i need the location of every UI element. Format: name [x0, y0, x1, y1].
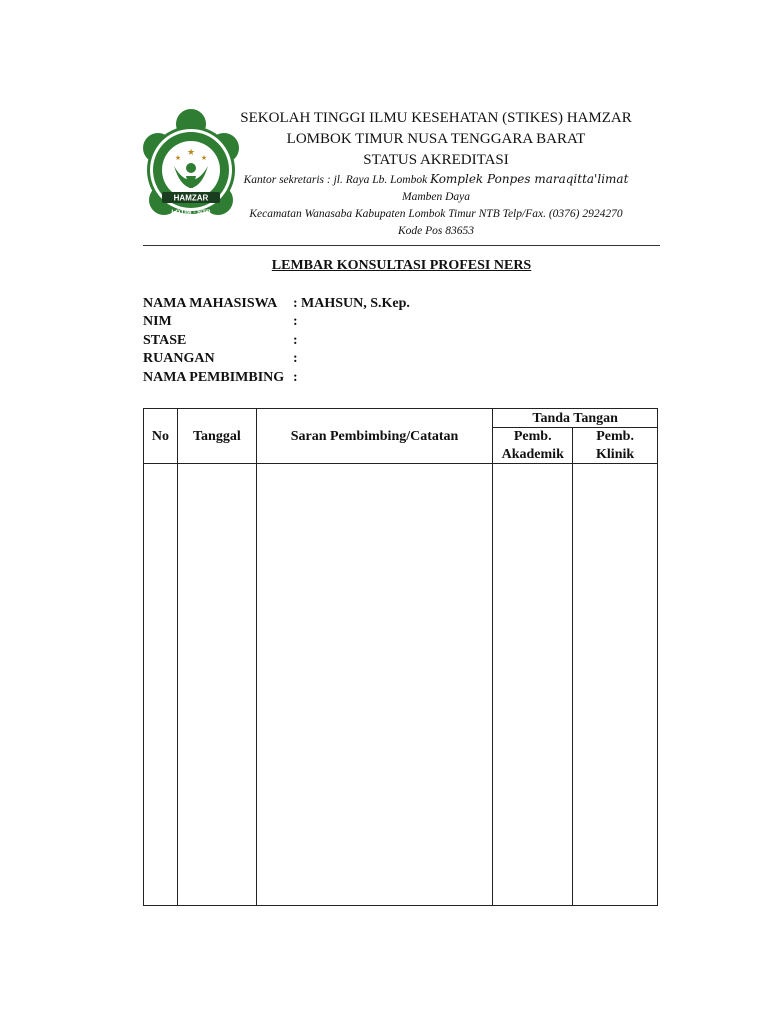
office-prefix: Kantor sekretaris : jl. Raya Lb. Lombok — [243, 174, 431, 186]
col-header-no: No — [144, 409, 178, 464]
svg-text:★: ★ — [200, 154, 208, 162]
cell-ttd-akademik[interactable] — [493, 464, 573, 906]
logo-banner-text: HAMZAR — [173, 193, 209, 203]
info-colon: : — [293, 296, 298, 311]
logo-bottom-text: LOTIM - NTB — [171, 209, 211, 216]
col-header-klinik-line2: Klinik — [573, 446, 658, 464]
info-row-nama-mahasiswa — [143, 295, 410, 313]
info-colon: : — [293, 369, 298, 385]
svg-text:★: ★ — [186, 147, 196, 157]
institution-name: SEKOLAH TINGGI ILMU KESEHATAN (STIKES) HAMZAR — [240, 110, 632, 126]
office-address — [236, 171, 636, 189]
info-row-stase — [143, 332, 410, 350]
col-header-klinik-line1: Pemb. — [573, 428, 658, 446]
cell-ttd-klinik[interactable] — [573, 464, 658, 906]
info-colon: : — [293, 314, 298, 330]
info-value: MAHSUN, S.Kep. — [301, 296, 410, 311]
col-header-tanda-tangan: Tanda Tangan — [493, 409, 658, 428]
info-row-nim — [143, 313, 410, 331]
col-header-akademik-line2: Akademik — [493, 446, 573, 464]
institution-region: LOMBOK TIMUR NUSA TENGGARA BARAT — [286, 131, 586, 147]
student-info — [143, 295, 410, 387]
info-label: NIM — [143, 314, 172, 330]
letterhead — [236, 108, 636, 240]
info-label: NAMA PEMBIMBING — [143, 369, 285, 385]
letterhead-divider — [143, 245, 660, 246]
info-colon: : — [293, 332, 298, 348]
cell-no[interactable] — [144, 464, 178, 906]
col-header-akademik-line1: Pemb. — [493, 428, 573, 446]
info-label: NAMA MAHASISWA — [143, 296, 278, 311]
office-line2: Mamben Daya — [401, 191, 471, 203]
info-colon: : — [293, 351, 298, 367]
accreditation-status: STATUS AKREDITASI — [363, 152, 509, 168]
svg-text:★: ★ — [174, 154, 182, 162]
info-row-ruangan — [143, 350, 410, 368]
address-line: Kecamatan Wanasaba Kabupaten Lombok Timur NTB Telp/Fax. (0376) 2924270 — [249, 208, 623, 220]
col-header-tanggal: Tanggal — [177, 409, 256, 464]
info-label: RUANGAN — [143, 351, 215, 367]
office-handwritten: Komplek Ponpes maraqitta'limat — [430, 172, 629, 186]
cell-tanggal[interactable] — [177, 464, 256, 906]
info-row-nama-pembimbing — [143, 369, 410, 387]
table-row — [144, 464, 658, 906]
info-label: STASE — [143, 332, 187, 348]
cell-saran[interactable] — [256, 464, 493, 906]
col-header-saran: Saran Pembimbing/Catatan — [256, 409, 493, 464]
document-title: LEMBAR KONSULTASI PROFESI NERS — [271, 258, 532, 273]
stikes-hamzar-logo — [140, 108, 242, 234]
consultation-table — [143, 408, 658, 906]
postal-code: Kode Pos 83653 — [397, 225, 475, 237]
